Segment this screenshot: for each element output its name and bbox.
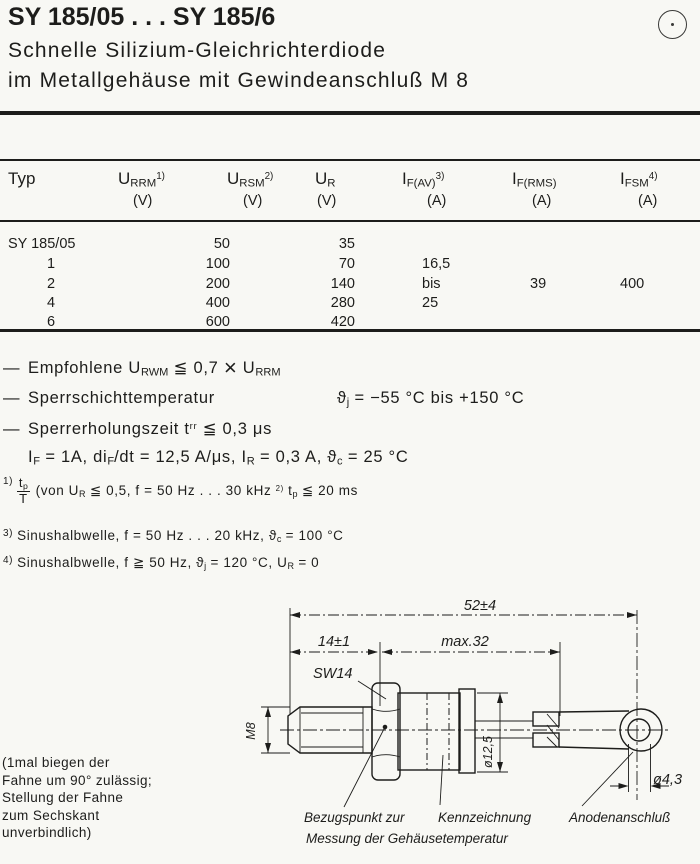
note-recommended-urwm: — Empfohlene URWM ≦ 0,7 × URRM [3,354,281,380]
table-row [0,314,700,333]
cell-ur: 70 [338,256,355,272]
dim-wrench-size: SW14 [313,666,353,682]
dim-body-length: max.32 [441,634,489,650]
arrowhead [497,762,503,772]
heavy-divider [0,111,700,115]
cell-urrm: 400 [205,295,230,311]
col-unit-ifrms: (A) [532,192,552,209]
arrowhead [290,649,300,655]
col-unit-ifsm: (A) [638,192,658,209]
cell-ifsm: 400 [620,276,645,292]
table-row [0,295,700,314]
col-header-ifrms-label: IF(RMS) [512,169,557,190]
footnote-marker: 4) [3,555,14,566]
cell-urrm: 100 [205,256,230,272]
footnote-marker: 3) [3,528,14,539]
cell-ur: 35 [338,236,355,252]
col-header-typ [8,169,35,189]
label-reference-point-line2: Messung der Gehäusetemperatur [306,831,508,846]
label-anode-connection: Anodenanschluß [569,810,671,825]
footnote-4 [3,555,319,571]
footnote-3 [3,528,344,544]
package-outline-drawing [240,594,700,864]
cell-typ: 2 [47,276,56,292]
circled-dot-icon [658,10,687,39]
cell-urrm: 200 [205,276,230,292]
arrowhead [382,649,392,655]
leader-line-marking [440,755,443,805]
col-header-ur [315,169,336,209]
table-row [0,276,700,295]
col-header-ursm [227,169,273,209]
col-header-ifav-label: IF(AV)$^{3)}$ [402,169,445,190]
hex-facet-line [372,709,400,711]
table-row [0,236,700,255]
cell-ifrms: 39 [530,276,547,292]
label-marking: Kennzeichnung [438,810,532,825]
flag-top-edge [559,711,629,712]
note-test-conditions: IF = 1A, diF/dt = 12,5 A/μs, IR = 0,3 A, ϑc = 25 °C [28,448,409,468]
note-reverse-recovery: — Sperrerholungszeit $t^{rr}$ ≦ 0,3 μs [3,420,273,438]
leader-line-anode [582,752,633,806]
cell-typ: 4 [47,295,56,311]
arrowhead [290,612,300,618]
flag-bottom-edge [559,747,629,749]
col-header-ur-label: UR [315,169,336,190]
col-header-ifav [402,169,446,209]
dim-hole-diameter: ø4,3 [653,772,683,788]
side-note-line: (1mal biegen der [2,755,110,770]
junction-temp-value: ϑj = −55 °C bis +150 °C [337,389,525,409]
footnote-1-text: (von UR ≦ 0,5, f = 50 Hz . . . 30 kHz $^{2)}$ tp ≦ 20 ms [35,482,358,499]
table-row [0,256,700,275]
crimp-hatch [547,714,559,747]
col-header-ifsm [620,169,658,209]
label-reference-point-line1: Bezugspunkt zur [304,810,405,825]
cell-ifav: bis [422,276,441,292]
side-note-line: unverbindlich) [2,825,92,840]
end-cap [459,689,475,773]
leader-line-ref-point [344,727,385,807]
col-header-ifrms [512,169,557,209]
wire-lead [475,721,533,738]
dim-overall-length: 52±4 [463,598,497,614]
col-header-urrm [118,169,165,209]
side-note-line: zum Sechskant [2,807,100,823]
dim-body-diameter: ø12,5 [481,736,495,768]
cell-urrm: 50 [213,236,230,252]
note-junction-temperature: — Sperrschichttemperatur ϑj = −55 °C bis +150 °C [3,389,525,409]
col-header-ifsm-label: IFSM$^{4)}$ [620,169,658,190]
tp-over-T-fraction: $\frac{tp}{T}$ [18,475,28,507]
col-unit-urrm: (V) [133,192,153,209]
table-top-rule [0,159,700,161]
dash-bullet: — [3,420,21,438]
dash-bullet: — [3,389,21,407]
table-header-rule [0,220,700,222]
arrowhead [368,649,378,655]
hex-facet-line [372,755,400,757]
cell-ur: 140 [330,276,355,292]
hex-nut [372,683,400,780]
cell-ur: 420 [330,314,355,330]
arrowhead [497,693,503,703]
arrowhead [627,612,637,618]
side-note-line: Stellung der Fahne [2,790,124,805]
dim-thread-size: M8 [244,722,258,740]
cell-typ: 6 [47,314,56,330]
arrowhead [619,783,629,789]
arrowhead [265,743,271,753]
arrowhead [550,649,560,655]
subtitle-line-1: Schnelle Silizium-Gleichrichterdiode [8,39,387,62]
footnote-marker: 1) [3,476,14,487]
footnote-3-text: Sinushalbwelle, f = 50 Hz . . . 20 kHz, ϑc = 100 °C [17,528,344,544]
multiply-icon: × [223,354,238,380]
dash-bullet: — [3,359,21,377]
col-unit-ifav: (A) [427,192,447,209]
footnote-4-text: Sinushalbwelle, f ≧ 50 Hz, ϑj = 120 °C, UR = 0 [17,555,320,571]
footnote-1 [3,476,358,506]
col-header-urrm-label: URRM$^{1)}$ [118,169,165,190]
cell-typ: 1 [47,256,56,272]
cell-typ: SY 185/05 [8,236,76,252]
cell-ifav: 25 [422,295,439,311]
dim-stud-length: 14±1 [317,634,351,650]
col-header-ursm-label: URSM$^{2)}$ [227,169,274,190]
cell-ur: 280 [330,295,355,311]
col-unit-ursm: (V) [243,192,263,209]
dot [671,23,675,27]
cell-urrm: 600 [205,314,230,330]
side-note-line: Fahne um 90° zulässig; [2,772,153,788]
body-section-lines [427,693,449,770]
arrowhead [265,707,271,717]
case-body [398,693,460,770]
subtitle-line-2: im Metallgehäuse mit Gewindeanschluß M 8 [8,69,470,92]
col-unit-ur: (V) [317,192,337,209]
page-title: SY 185/05 . . . SY 185/6 [8,3,276,31]
cell-ifav: 16,5 [422,256,451,272]
col-header-typ-label: Typ [8,169,36,188]
flag-bending-note [2,754,152,842]
